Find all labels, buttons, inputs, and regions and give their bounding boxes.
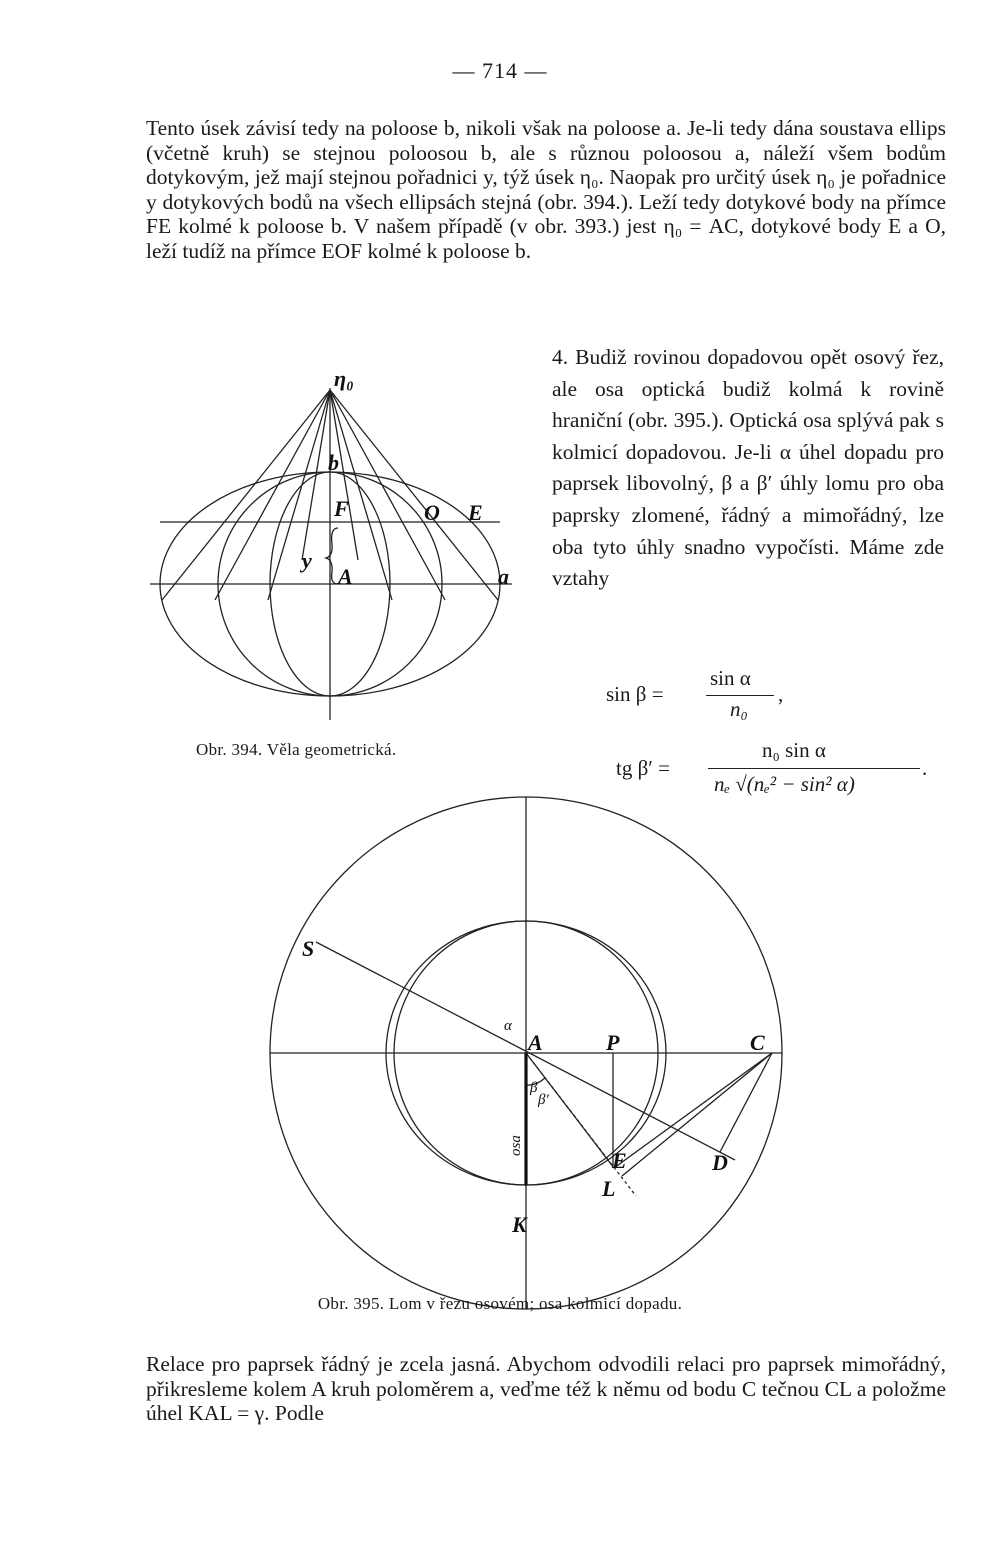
fig394-label-A: A xyxy=(338,564,353,589)
fig395-label-beta-prime: β′ xyxy=(538,1092,549,1108)
fig395-label-K: K xyxy=(512,1212,527,1237)
fig395-label-A: A xyxy=(528,1030,543,1055)
fig394-label-b: b xyxy=(328,450,339,475)
eq2-denominator: nₑ √(nₑ² − sin² α) xyxy=(714,772,855,796)
fig395-label-alpha: α xyxy=(504,1018,512,1034)
fig394-label-y: y xyxy=(302,548,312,573)
eq1-numerator: sin α xyxy=(710,666,751,690)
paragraph-relation: Relace pro paprsek řádný je zcela jasná. Abychom odvodili relaci pro paprsek mimořádný, přikresleme kolem A kruh poloměrem a, veďme též k němu od bodu C tečnou CL a položme úhel KAL = γ. Podle xyxy=(146,1352,946,1426)
fig395-label-D: D xyxy=(712,1150,728,1175)
fig394-label-a: a xyxy=(498,564,509,589)
fig394-label-eta: η₀ xyxy=(334,366,354,391)
page-number: — 714 — xyxy=(452,58,548,83)
figure-395-caption: Obr. 395. Lom v řezu osovém; osa kolmicí dopadu. xyxy=(317,1294,683,1313)
paragraph-intro: Tento úsek závisí tedy na poloose b, nikoli však na poloose a. Je-li tedy dána soustava ellips (včetně kruh) se stejnou poloosou b, ale s různou poloosou a, náleží všem bodům dotykovým, jež mají stejnou pořadnici y, týž úsek η₀. Naopak pro určitý úsek η₀ je pořadnice y dotykových bodů na všech ellipsách stejná (obr. 394.). Leží tedy dotykové body na přímce FE kolmé k poloose b. V našem případě (v obr. 393.) jest η₀ = AC, dotykové body E a O, leží tudíž na přímce EOF kolmé k poloose b. xyxy=(146,116,946,263)
fig395-label-S: S xyxy=(302,936,315,961)
fig395-label-L: L xyxy=(602,1176,616,1201)
fig395-label-beta: β xyxy=(530,1080,538,1096)
eq2-lhs: tg β′ = xyxy=(616,756,670,780)
fig395-line-CD xyxy=(720,1053,772,1152)
fig394-label-E: E xyxy=(468,500,483,525)
fig395-tangent-CL xyxy=(622,1053,772,1176)
eq1-tail: , xyxy=(778,682,784,706)
fig395-label-C: C xyxy=(750,1030,765,1055)
figure-394-caption: Obr. 394. Věla geometrická. xyxy=(196,740,397,759)
fig395-tangent-CE xyxy=(614,1053,772,1168)
fig395-label-P: P xyxy=(606,1030,620,1055)
eq2-tail: . xyxy=(922,756,928,780)
fig394-label-F: F xyxy=(334,496,349,521)
eq1-denominator: n₀ xyxy=(730,697,748,721)
fig395-label-E: E xyxy=(612,1148,627,1173)
fig395-label-osa: osa xyxy=(508,1135,524,1156)
eq1-lhs: sin β = xyxy=(606,682,664,706)
fig394-label-O: O xyxy=(424,500,440,525)
paragraph-right-column: 4. Budiž rovinou dopadovou opět osový řez, ale osa optická budiž kolmá k rovině hraniční (obr. 395.). Optická osa splývá pak s kolmicí dopadovou. Je-li α úhel dopadu pro paprsek libovolný, β a β′ úhly lomu pro oba paprsky zlomené, řádný a mimořádný, lze oba tyto úhly snadno vypočísti. Máme zde vztahy xyxy=(552,345,944,591)
eq2-numerator: n₀ sin α xyxy=(762,738,826,762)
